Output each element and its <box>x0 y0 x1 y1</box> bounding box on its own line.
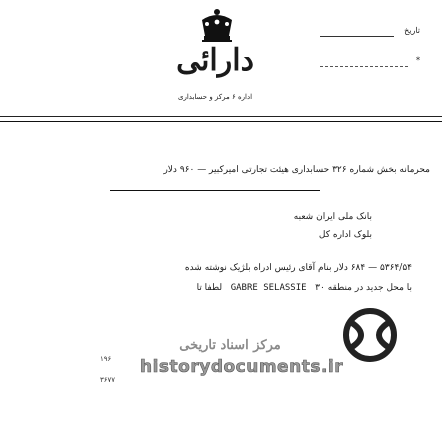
paragraph-line-2-lead: لطفا تا <box>196 283 223 293</box>
archive-number-bottom: ۳۶۷۷ <box>100 376 116 384</box>
crown-emblem-icon <box>196 8 238 44</box>
addressee-line-2: بلوک اداره کل <box>318 230 372 240</box>
watermark-url: historydocuments.ir <box>140 357 344 377</box>
paragraph-line-2 <box>197 283 412 293</box>
paragraph-line-1: ۵۳۶۴/۵۴ — ۶۸۴ دلار بنام آقای رئیس ادراه بلژیک نوشته شده <box>184 263 412 273</box>
subject-line: محرمانه بخش شماره ۳۲۶ حسابداری هیئت تجارتی امیرکبیر — ۹۶۰ دلار <box>163 165 430 175</box>
paragraph-line-2-tail: با محل جدید در منطقه ۳۰ <box>315 283 412 293</box>
header-rule-bottom <box>0 121 442 122</box>
date-label: تاریخ <box>404 26 420 35</box>
addressee-line-1: بانک ملی ایران شعبه <box>293 212 372 222</box>
header-rule-top <box>0 116 442 117</box>
number-field <box>320 56 420 70</box>
header-title: دارائی <box>176 43 254 78</box>
date-field <box>320 26 420 40</box>
header-subtitle: اداره ۶ مرکز و حسابداری <box>177 93 253 101</box>
watermark-site-name: مرکز اسناد تاریخی <box>179 338 281 353</box>
number-field-line <box>320 66 408 67</box>
watermark-logo-icon <box>340 305 400 365</box>
payee-name: GABRE SELASSIE <box>230 283 307 293</box>
subject-underline <box>110 190 320 191</box>
number-value: * <box>416 56 420 65</box>
archive-number-top: ۱۹۶ <box>100 355 112 363</box>
date-field-line <box>320 36 394 37</box>
